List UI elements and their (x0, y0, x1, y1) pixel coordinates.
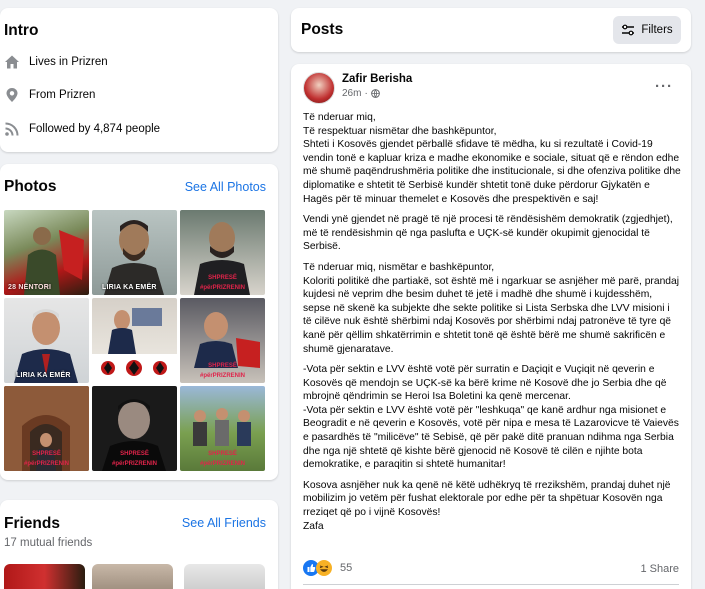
posts-header-card (291, 8, 691, 52)
photo-thumbnail-8[interactable] (92, 386, 177, 471)
rss-icon (4, 121, 20, 137)
photo-4-caption: LIRIA KA EMËR (16, 372, 71, 379)
intro-title: Intro (4, 22, 39, 39)
photo-thumbnail-4[interactable] (4, 298, 89, 383)
friends-card (0, 500, 278, 589)
photo-7-caption-bottom: #përPRIZRENIN (23, 461, 69, 467)
photo-7-caption-top: SHPRESË (32, 451, 61, 457)
home-icon (4, 54, 20, 70)
separator-dot: · (364, 88, 368, 99)
photos-title[interactable]: Photos (4, 178, 57, 195)
photo-6-caption-top: SHPRESË (208, 363, 237, 369)
location-pin-icon (4, 87, 20, 103)
man-portrait-icon (92, 386, 177, 471)
group-people-icon (180, 386, 265, 471)
man-portrait-icon (92, 210, 177, 295)
man-portrait-icon (180, 298, 265, 383)
photo-8-caption-top: SHPRESË (120, 451, 149, 457)
see-all-photos-link[interactable]: See All Photos (184, 180, 266, 194)
friend-thumbnail-1[interactable] (4, 564, 85, 589)
photo-thumbnail-6[interactable] (180, 298, 265, 383)
photo-thumbnail-3[interactable] (180, 210, 265, 295)
photo-3-caption-bottom: #përPRIZRENIN (199, 285, 245, 291)
intro-card (0, 8, 278, 152)
intro-lives-value[interactable]: Prizren (71, 56, 108, 68)
filters-button[interactable] (613, 16, 681, 44)
post-paragraph-4: -Vota për sektin e LVV është votë për surratin e Daçiqit e Vuçiqit në qeverin e Kosovës që mendojn se UÇK-së ka bërë krime në Kosovë dhe jo Serbia dhe që mbrojnë qëndrimin se Heroi Isa Boletini ka qenë mercenar. -Vota për sektin e LVV është votë për "leshkuqa" qe kanë ardhur nga misionet e Beogradit e në qeverin e Kosovës, votë për nipa e mesa të Lazarovicve të Vaievës e pasardhës të "milicëve" të Sebisë, që për pakë ditë pranuan ndihma nga Serbia dhe nga një shtetë që kishte bërë gjenocid në Kosovë të cilën e njihte bota demokratike, e paraqitin si shtetë humanitar! (303, 364, 679, 471)
more-options-button[interactable]: ··· (655, 78, 673, 95)
photo-9-caption-top: SHPRESË (208, 451, 237, 457)
photo-1-caption: 28 NËNTORI (8, 284, 52, 291)
man-portrait-icon (4, 298, 89, 383)
photo-3-caption-top: SHPRESË (208, 275, 237, 281)
photo-thumbnail-1[interactable] (4, 210, 89, 295)
photo-2-caption: LIRIA KA EMËR (102, 284, 157, 291)
posts-title: Posts (301, 21, 344, 38)
photo-8-caption-bottom: #përPRIZRENIN (111, 461, 157, 467)
friend-thumbnail-2[interactable] (92, 564, 173, 589)
post-divider (303, 584, 679, 585)
post-paragraph-3: Të nderuar miq, nismëtar e bashkëpuntor, Koloriti politikë dhe partiakë, sot është më i ngarkuar se asnjëher më parë, prandaj kujdesi në veprim dhe besim duhet të jetë i madhë dhe shumë i kujdesshëm, sepse në skenë ka subjekte dhe sekte politike si Lista Serbska dhe LVV misioni i të cilëve nuk është shërbimi ndaj Kosovës por shërbimi ndaj patronëve të tyre që kanë për qëllim shkatërrimin e shtetit tonë që është bërë me shumë sakrificën e shumë gjenaratave. (303, 261, 680, 355)
filters-label: Filters (641, 24, 673, 36)
post-time[interactable]: 26m (342, 88, 362, 99)
post-paragraph-1: Të nderuar miq, Të respektuar nismëtar dhe bashkëpuntor, Shteti i Kosovës gjendet përballë sfidave të mëdha, ku si rezultatë i Covid-19 vendin tonë e kapluar kriza e madhe ekonomike e sociale, situat që e rëndon edhe më shumë paqëndrushmëria politike dhe institucionale, si dhe ofenziva politike dhe diplomatike e shtetit të Serbisë kundër shtetit tonë duke përdorur Gjykatën e Hagës për të minuar themelet e Kosovës dhe prespektivën e saj! (303, 112, 681, 205)
reactions-count: 55 (340, 562, 353, 574)
mutual-friends-count: 17 mutual friends (4, 537, 93, 549)
friend-thumbnail-3[interactable] (184, 564, 265, 589)
globe-icon[interactable] (371, 89, 380, 98)
intro-from-value[interactable]: Prizren (59, 89, 96, 101)
post-body (303, 111, 681, 540)
intro-lives-prefix: Lives in (29, 56, 72, 68)
shares-count[interactable]: 1 Share (640, 563, 679, 575)
haha-reaction-icon (316, 560, 332, 576)
see-all-friends-link[interactable]: See All Friends (181, 516, 266, 530)
post-paragraph-5: Kosova asnjëher nuk ka qenë në këtë udhëkryq të rrezikshëm, prandaj duhet një mobilizim jo vetëm për fushat elektorale por edhe për ta shpëtuar Kosovën nga rreziqet që po i vijnë Kosovës! Zafa (303, 479, 671, 532)
post-card (291, 64, 691, 589)
soldier-figure-icon (4, 210, 89, 295)
photo-thumbnail-9[interactable] (180, 386, 265, 471)
filters-icon (621, 24, 635, 36)
friends-title[interactable]: Friends (4, 515, 60, 532)
photos-card (0, 164, 278, 480)
intro-followers-value[interactable]: 4,874 people (93, 123, 161, 135)
photo-thumbnail-7[interactable] (4, 386, 89, 471)
reactions-summary[interactable] (303, 560, 352, 576)
photo-thumbnail-2[interactable] (92, 210, 177, 295)
building-icon (4, 386, 89, 471)
intro-followers (4, 121, 160, 137)
photo-thumbnail-5[interactable] (92, 298, 177, 383)
man-portrait-icon (180, 210, 265, 295)
intro-lives-in (4, 54, 108, 70)
intro-from-prefix: From (29, 89, 60, 101)
author-name[interactable]: Zafir Berisha (342, 73, 413, 85)
group-event-icon (92, 298, 177, 383)
post-meta (342, 88, 380, 99)
intro-followers-prefix: Followed by (29, 123, 94, 135)
photo-9-caption-bottom: #përPRIZRENIN (199, 461, 245, 467)
intro-from (4, 87, 95, 103)
photo-6-caption-bottom: #përPRIZRENIN (199, 373, 245, 379)
author-avatar[interactable] (303, 72, 335, 104)
post-paragraph-2: Vendi ynë gjendet në pragë të një procesi të rëndësishëm demokratik (zgjedhjet), më të rendësishmin që nga paslufta e UÇK-së kundër okupimit gjenocidal të Serbisë. (303, 214, 673, 253)
